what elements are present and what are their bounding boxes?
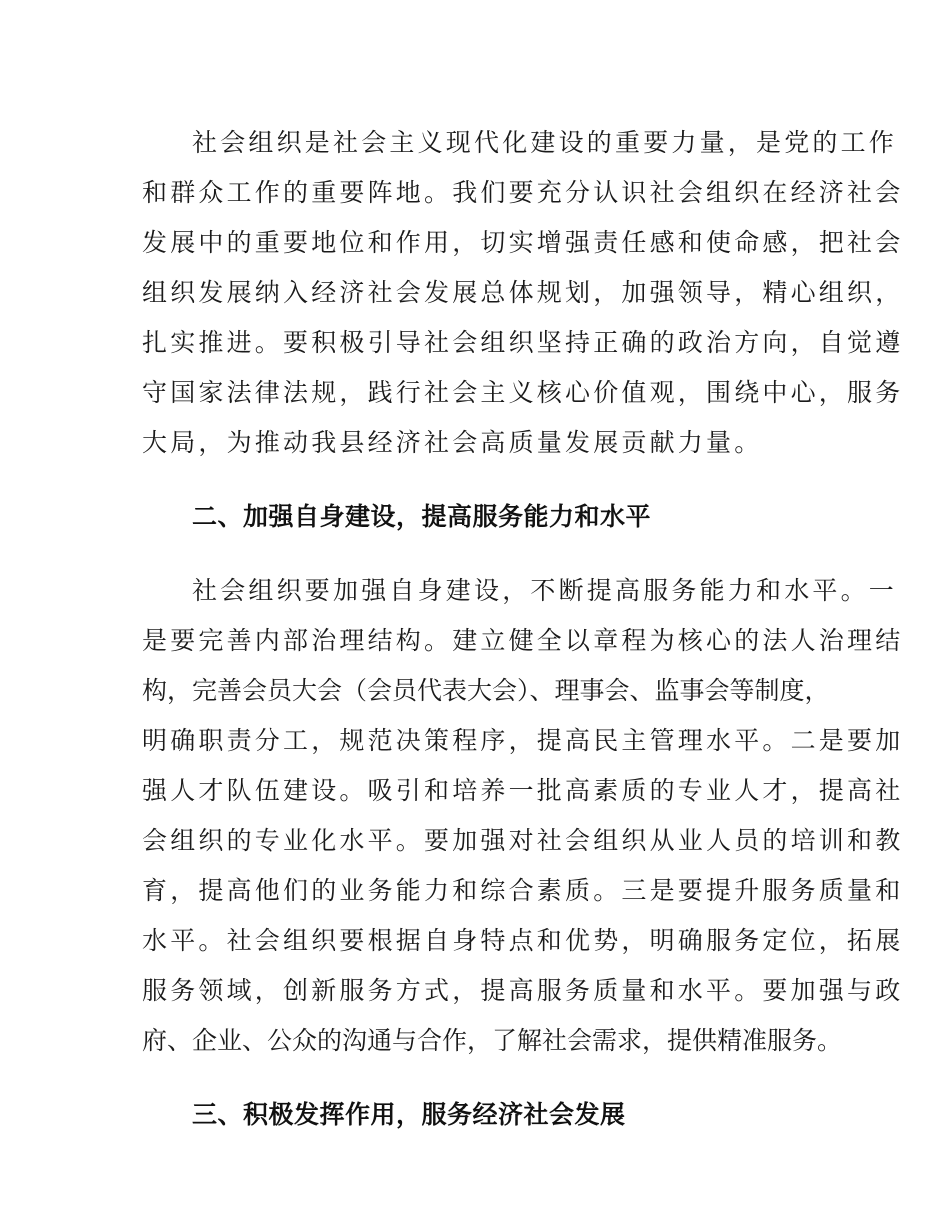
paragraph-line: 强人才队伍建设。吸引和培养一批高素质的专业人才，提高社 bbox=[142, 776, 904, 805]
paragraph-line: 育，提高他们的业务能力和综合素质。三是要提升服务质量和 bbox=[142, 876, 904, 905]
paragraph-line: 大局，为推动我县经济社会高质量发展贡献力量。 bbox=[142, 428, 763, 457]
paragraph-line: 社会组织要加强自身建设，不断提高服务能力和水平。一 bbox=[192, 576, 898, 605]
spacer bbox=[142, 1066, 814, 1090]
section-heading-3: 三、积极发挥作用，服务经济社会发展 bbox=[192, 1100, 626, 1129]
paragraph-line: 和群众工作的重要阵地。我们要充分认识社会组织在经济社会 bbox=[142, 178, 904, 207]
spacer bbox=[142, 468, 814, 492]
paragraph-line: 水平。社会组织要根据自身特点和优势，明确服务定位，拓展 bbox=[142, 926, 904, 955]
spacer bbox=[142, 542, 814, 566]
document-body bbox=[142, 118, 904, 1140]
section-heading-2: 二、加强自身建设，提高服务能力和水平 bbox=[192, 502, 652, 531]
paragraph-line: 组织发展纳入经济社会发展总体规划，加强领导，精心组织， bbox=[142, 278, 904, 307]
paragraph-line: 扎实推进。要积极引导社会组织坚持正确的政治方向，自觉遵 bbox=[142, 328, 904, 357]
paragraph-line: 是要完善内部治理结构。建立健全以章程为核心的法人治理结 bbox=[142, 626, 904, 655]
paragraph-line: 会组织的专业化水平。要加强对社会组织从业人员的培训和教 bbox=[142, 826, 904, 855]
paragraph-2 bbox=[142, 566, 904, 1066]
paragraph-line: 府、企业、公众的沟通与合作，了解社会需求，提供精准服务。 bbox=[142, 1026, 843, 1055]
paragraph-line: 构，完善会员大会（会员代表大会）、理事会、监事会等制度， bbox=[142, 676, 830, 705]
paragraph-1 bbox=[142, 118, 904, 468]
paragraph-line: 服务领域，创新服务方式，提高服务质量和水平。要加强与政 bbox=[142, 976, 904, 1005]
paragraph-line: 守国家法律法规，践行社会主义核心价值观，围绕中心，服务 bbox=[142, 378, 904, 407]
paragraph-line: 社会组织是社会主义现代化建设的重要力量，是党的工作 bbox=[192, 128, 898, 157]
paragraph-line: 发展中的重要地位和作用，切实增强责任感和使命感，把社会 bbox=[142, 228, 904, 257]
paragraph-line: 明确职责分工，规范决策程序，提高民主管理水平。二是要加 bbox=[142, 726, 904, 755]
